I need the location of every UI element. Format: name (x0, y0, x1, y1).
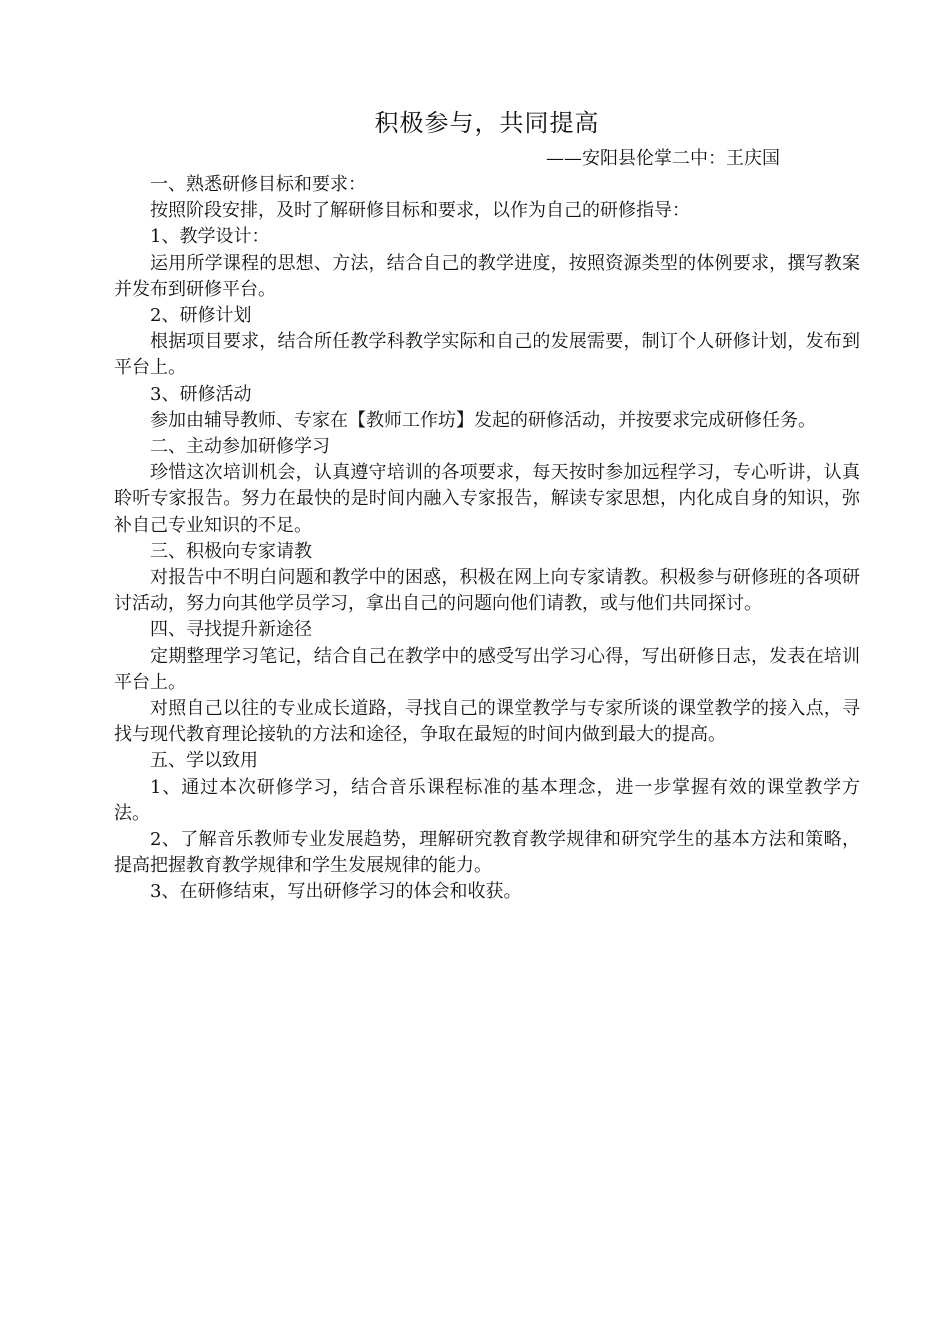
paragraph: 对照自己以往的专业成长道路，寻找自己的课堂教学与专家所谈的课堂教学的接入点，寻找与现代教育理论接轨的方法和途径，争取在最短的时间内做到最大的提高。 (114, 698, 860, 746)
subheading-study-activity: 3、研修活动 (150, 383, 252, 405)
document-author: ——安阳县伦掌二中：王庆国 (546, 148, 780, 169)
paragraph: 按照阶段安排，及时了解研修目标和要求，以作为自己的研修指导： (150, 200, 690, 222)
paragraph: 2、了解音乐教师专业发展趋势，理解研究教育教学规律和研究学生的基本方法和策略，提高把握教育教学规律和学生发展规律的能力。 (114, 829, 860, 877)
paragraph: 定期整理学习笔记，结合自己在教学中的感受写出学习心得，写出研修日志，发表在培训平台上。 (114, 645, 860, 693)
paragraph: 参加由辅导教师、专家在【教师工作坊】发起的研修活动，并按要求完成研修任务。 (150, 409, 816, 431)
document-body (114, 104, 860, 906)
paragraph: 1、通过本次研修学习，结合音乐课程标准的基本理念，进一步掌握有效的课堂教学方法。 (114, 776, 860, 824)
section-heading-4: 四、寻找提升新途径 (150, 619, 312, 641)
subheading-teaching-design: 1、教学设计： (150, 226, 270, 248)
paragraph: 3、在研修结束，写出研修学习的体会和收获。 (150, 881, 522, 903)
paragraph: 运用所学课程的思想、方法，结合自己的教学进度，按照资源类型的体例要求，撰写教案并发布到研修平台。 (114, 252, 860, 300)
section-heading-3: 三、积极向专家请教 (150, 540, 312, 562)
section-heading-1: 一、熟悉研修目标和要求： (150, 174, 366, 195)
paragraph: 根据项目要求，结合所任教学科教学实际和自己的发展需要，制订个人研修计划，发布到平台上。 (114, 331, 860, 379)
subheading-study-plan: 2、研修计划 (150, 305, 252, 327)
section-heading-5: 五、学以致用 (150, 750, 258, 772)
paragraph: 珍惜这次培训机会，认真遵守培训的各项要求，每天按时参加远程学习，专心听讲，认真聆听专家报告。努力在最快的是时间内融入专家报告，解读专家思想，内化成自身的知识，弥补自己专业知识的不足。 (114, 462, 860, 536)
paragraph: 对报告中不明白问题和教学中的困惑，积极在网上向专家请教。积极参与研修班的各项研讨活动，努力向其他学员学习，拿出自己的问题向他们请教，或与他们共同探讨。 (114, 567, 860, 615)
document-title: 积极参与，共同提高 (374, 109, 600, 137)
section-heading-2: 二、主动参加研修学习 (150, 436, 330, 458)
